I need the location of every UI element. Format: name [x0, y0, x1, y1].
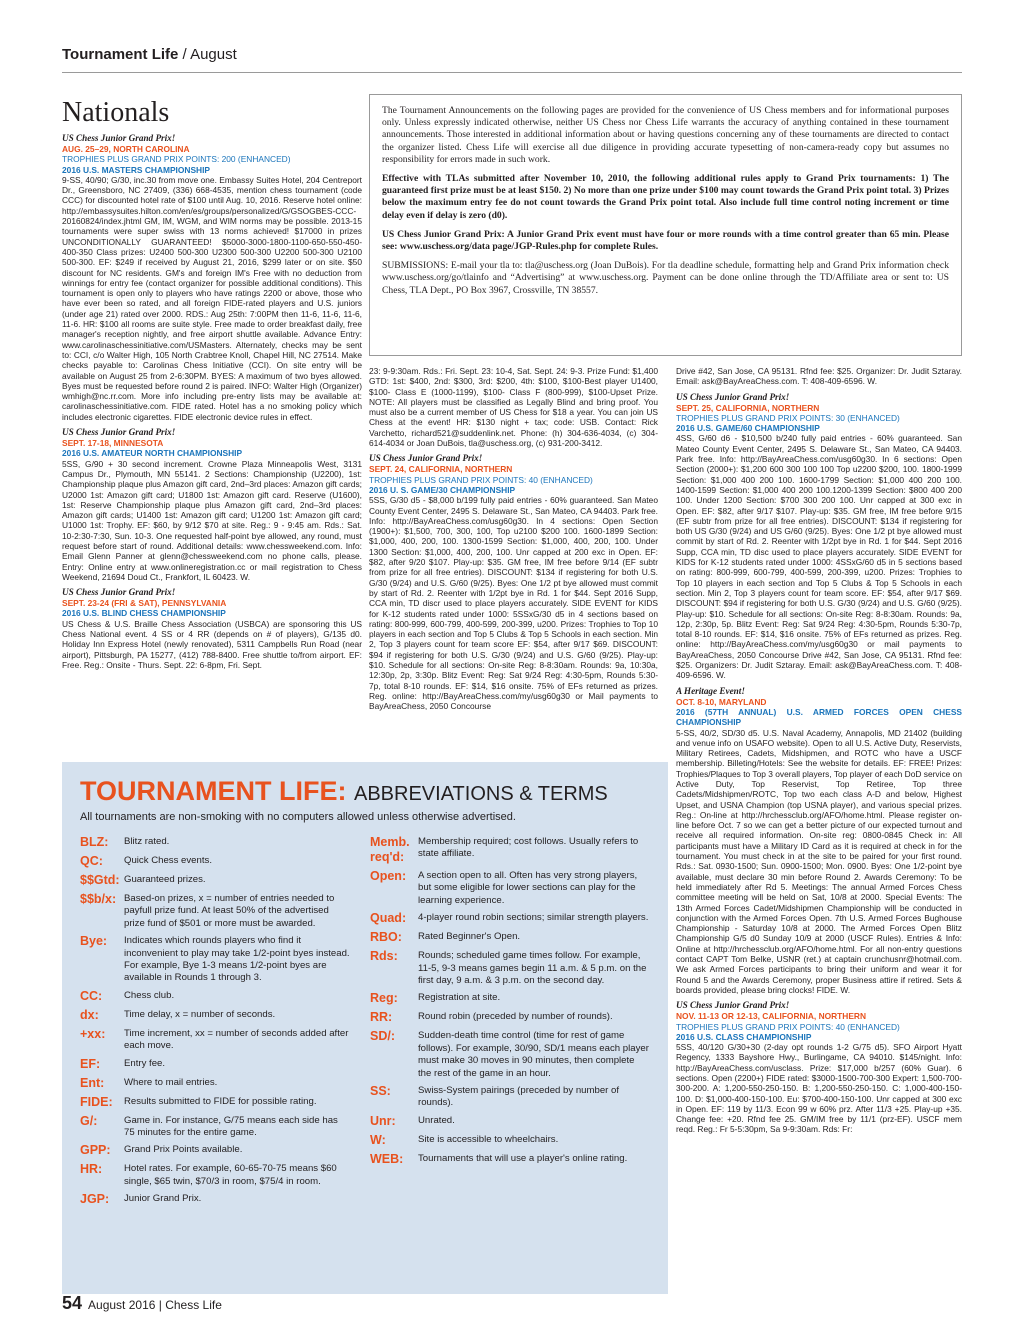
abbreviation-definition: Swiss-System pairings (preceded by number of rounds). — [418, 1085, 620, 1109]
abbreviations-title — [80, 776, 650, 809]
abbreviation-key: RR: — [370, 1010, 393, 1025]
footer-text: August 2016 | Chess Life — [88, 1298, 222, 1312]
abbreviation-term — [370, 1152, 650, 1167]
abbreviation-definition: Grand Prix Points available. — [124, 1144, 243, 1156]
abbreviations-box — [62, 762, 668, 1294]
event-details: 9-SS, 40/90; G/30, inc.30 from move one. Embassy Suites Hotel, 204 Centreport Dr., Greensboro, NC 27409, (336) 668-4535, mention chess tournament (code CCC) for discounted hotel rate of $100 until Aug. 10, 2016. Reserve hotel online: http://embassysuites.hilton.com/en/es/groups/personalized/G/GSOGBES-CCC-20160824/index.jhtml GM, IM, WGM, and WIM norms may be possible. 2013-15 tournaments were super swiss with 13 norms achieved! $17000 in prizes UNCONDITIONALLY GUARANTEED! $5000-3000-1800-1100-650-550-450-400-350 Class prizes: U2400 500-300 U2300 500-300 U2200 500-300 U2100 500-300. EF: $249 if received by August 21, 2016, $299 later or on site. $50 discount for NC residents. GM's and foreign IM's Free with no deduction from winnings for entry fee (contact organizer for possible additional conditions). This tournament is open only to players who have ratings 2200 or above, those who have ever been so rated, and all foreign FIDE-rated players and U.S. juniors (under age 21) rated over 2000. RDS.: Aug 25th: 7:00PM then 11-6, 11-6, 11-6, 11-6. HR: $100 all rooms are suite style. Free made to order breakfast daily, free manager's reception nightly, and free airport shuttle available. Advance Entry: www.carolinaschessinitiative.com/USMasters. Alternately, checks may be sent to: CCI, c/o Walter High, 105 North Crabtree Knoll, Chapel Hill, NC 27514. Make checks payable to: Carolinas Chess Initiative (CCI). On site entry will be available on August 25 from 2-6:30PM. BYES: A maximum of two byes allowed. Byes must be requested before round 2 is paired. INFO: Walter High (Organizer) wmhigh@nc.rr.com. More info including pre-entry lists may be available at: carolinaschessinitiative.com. FIDE rated. Hotel has a no smoking policy which includes electronic cigarettes. FIDE electronic device rules in effect. — [62, 174, 362, 422]
section-name: Tournament Life — [62, 46, 179, 63]
series-label: US Chess Junior Grand Prix! — [676, 391, 790, 402]
abbreviation-key: $$Gtd: — [80, 873, 120, 887]
left-column — [62, 98, 362, 748]
abbreviation-definition: A section open to all. Often has very strong players, but some eligible for lower sections can play for the learning experience. — [418, 870, 638, 906]
abbreviation-term — [370, 911, 650, 926]
abbreviation-term — [370, 991, 650, 1006]
listing — [676, 392, 962, 681]
abbreviation-key: FIDE: — [80, 1094, 113, 1109]
grand-prix-points: TROPHIES PLUS GRAND PRIX POINTS: 30 (ENHANCED) — [676, 412, 900, 423]
abbreviation-key: dx: — [80, 1007, 99, 1022]
abbreviation-definition: Chess club. — [124, 989, 175, 1001]
abbreviation-key: Reg: — [370, 991, 398, 1006]
continued-details: Drive #42, San Jose, CA 95131. Rfnd fee: $25. Organizer: Dr. Judit Sztaray. Email: ask@BayAreaChess.com. T: 408-409-6596. W. — [676, 366, 962, 387]
notice-submissions: SUBMISSIONS: E-mail your tla to: tla@uschess.org (Joan DuBois). For tla deadline schedule, formatting help and Grand Prix information check www.uschess.org/go/tlainfo and “Advertising” at www.uschess.org. Payment can be done online through the TD/Affiliate area or sent to: US Chess, TLA Dept., PO Box 3967, Crossville, TN 38557. — [382, 260, 949, 296]
abbreviation-definition: Rated Beginner's Open. — [418, 931, 521, 943]
event-name: 2016 U.S. AMATEUR NORTH CHAMPIONSHIP — [62, 448, 243, 459]
abbreviation-term — [80, 934, 350, 985]
event-details: US Chess & U.S. Braille Chess Association (USBCA) are sponsoring this US Chess National event. 4 SS or 4 RR (depends on # of players), G/135 d0. Holiday Inn Express Hotel (newly renovated), 5311 Campbells Run Road (near airport), Pittsburgh, PA 15277, (412) 788-8400. Free shuttle to/from airport. EF: Free. Reg.: Onsite - Thurs. Sept. 22: 6-8pm, Fri. Sept. — [62, 618, 362, 670]
abbreviation-key: Memb. req'd: — [370, 835, 410, 864]
abbreviation-key: EF: — [80, 1056, 101, 1071]
announcement-notice — [369, 94, 962, 356]
abbreviation-term — [80, 1008, 350, 1023]
abbreviation-key: +xx: — [80, 1026, 106, 1041]
abbreviation-term — [370, 1029, 650, 1080]
abbreviation-term — [370, 1084, 650, 1110]
abbreviation-key: $$b/x: — [80, 892, 117, 906]
abbreviation-key: Bye: — [80, 934, 108, 949]
notice-disclaimer: The Tournament Announcements on the following pages are provided for the convenience of US Chess members and for informational purposes only. Unless expressly indicated otherwise, neither US Chess nor Chess Life warrants the accuracy of anything contained in these tournament announcements. Those interested in additional information about or having questions concerning any of these tournaments are directed to contact the organizer listed. Chess Life will exercise all due diligence in providing accurate typesetting of non-camera-ready copy but assumes no responsibility for errors made in such work. — [382, 105, 949, 165]
section-title: Nationals — [62, 98, 170, 128]
grand-prix-points: TROPHIES PLUS GRAND PRIX POINTS: 200 (ENHANCED) — [62, 154, 291, 165]
event-details: 5SS, 40/120 G/30+30 (2-day opt rounds 1-2 G/75 d5). SFO Airport Hyatt Regency, 1333 Bayshore Hwy., Burlingame, CA 94010. $145/night. Info: http://BayAreaChess.com/usclass. Prize: $17,000 b/257 (60% Guar). 6 sections. Open (2200+) FIDE rated: $3000-1500-700-300 Expert: 1,500-700-300-200. A: 1,200-550-250-150. B: 1,200-550-250-150. C: 1,000-400-150-100. D: $1,000-400-150-100. Eu: $700-400-150-100. Unr capped at 300 exc in Open. EF: 119 by 11/3. Econ 99 w 60% prz. After 11/3 +25. Play-up +35. Change fee: +20. Rfnd fee 25. GM/IM free by 11/1 (prz-EF). USCF mem reqd. Reg.: Fr 5-5:30pm, Sa 9-9:30am. Rds: Fr: — [676, 1042, 962, 1135]
abbreviation-definition: Sudden-death time control (time for rest of game follows). For example, 30/90, SD/1 means each player must make 30 moves in 90 minutes, then complete the rest of the game in an hour. — [418, 1030, 649, 1079]
listing — [676, 686, 962, 996]
event-date: SEPT. 23-24 (FRI & SAT), PENNSYLVANIA — [62, 598, 227, 609]
series-label: US Chess Junior Grand Prix! — [62, 587, 176, 598]
event-details: 5-SS, 40/2, SD/30 d5. U.S. Naval Academy, Annapolis, MD 21402 (building and venue info on USAFO website). Open to all U.S. Active Duty, Reservists, Military Retirees, Cadets, Midshipmen, and ROTC who have a USCF membership. Billeting/Hotels: See the website for details. EF: FREE! Prizes: Trophies/Plaques to Top 3 overall players, Top player of each DoD service on Active Duty, Top Reservist, Top Retiree, Top three Cadets/Midshipmen/ROTC, Top two each class A-D and below, Highest Upset, and USNA Champion (top USNA player), and various special prizes. Reg.: On-line at http://hrchessclub.org/AFO/home.html. Please register on-line before Oct. 7 so we can get a better picture of our expected turnout and receive all required information. On-site reg: 0800-0845 Check in: All participants must have a Military ID Card as it is required at check in for the tournament. You must check in at the site to be paired for your first round. Rds.: Sat. 0930-1500; Sun. 0900-1500; Mon. 0900. Byes: One 1/2-point bye available, must declare 30 min before Round 2. Awards Ceremony: To be held immediately after Rd 5. Meetings: The annual Armed Forces Chess committee meeting will be held on Sat, 10/8 at 2000. Special Events: The 13th Armed Forces Cadet/Midshipmen Championship will be conducted in conjunction with the Armed Forces Open. 7th U.S. Armed Forces Bughouse Championship - Saturday 10/8 at 2000. The Armed Forces Open Blitz Championship G/5 d0 Sunday 10/9 at 2000 (USCF Rules). Entries & Info: Online at http://hrchessclub.org/AFO/home.html. For all non-entry questions contact CAPT Tom Belke, USNR (ret.) at captain crunchusnr@hotmail.com. We ask Armed Forces participants to bring their uniform and wear it for Round 5 and the Awards Ceremony, proper Business attire if retired. Sets & boards provided, please bring clocks! FIDE. W. — [676, 727, 962, 995]
abbreviation-definition: Registration at site. — [418, 992, 501, 1004]
abbreviation-definition: Blitz rated. — [124, 836, 170, 847]
event-date: SEPT. 17-18, MINNESOTA — [62, 438, 164, 449]
listing — [676, 1000, 962, 1135]
abbreviation-term — [80, 892, 350, 930]
abbreviation-term — [370, 1133, 650, 1148]
abbreviations-title-main: TOURNAMENT LIFE: — [80, 776, 347, 806]
event-name: 2016 U.S. MASTERS CHAMPIONSHIP — [62, 164, 210, 175]
listing — [62, 427, 362, 582]
abbreviation-key: W: — [370, 1132, 386, 1147]
page-number: 54 — [62, 1293, 83, 1313]
abbreviation-term — [370, 1114, 650, 1129]
notice-junior-grand-prix: US Chess Junior Grand Prix: A Junior Grand Prix event must have four or more rounds with a time control greater than 65 min. Please see: www.uschess.org/data page/JGP-Rules.php for complete Rules. — [382, 228, 949, 253]
event-date: NOV. 11-13 OR 12-13, CALIFORNIA, NORTHERN — [676, 1011, 867, 1022]
series-label: US Chess Junior Grand Prix! — [676, 1000, 790, 1011]
abbreviation-term — [370, 949, 650, 987]
abbreviations-note: All tournaments are non-smoking with no computers allowed unless otherwise advertised. — [80, 811, 516, 823]
notice-grand-prix-rules: Effective with TLAs submitted after November 10, 2010, the following additional rules apply to Grand Prix tournaments: 1) The guaranteed first prize must be at least $150. 2) No more than one prize under $100 may count towards the Grand Prix point total. 3) Prizes below the maximum entry fee do not count towards the Grand Prix point total. Also include full time control noting increment or time delay even if delay is zero (d0). — [382, 173, 949, 221]
series-label: US Chess Junior Grand Prix! — [62, 427, 176, 438]
abbreviation-key: WEB: — [370, 1151, 404, 1166]
abbreviation-key: SD/: — [370, 1029, 395, 1044]
event-details: 5SS, G/90 + 30 second increment. Crowne Plaza Minneapolis West, 3131 Campus Dr., Plymouth, MN 55141. 2 Sections: Championship (U2200), 1st: Championship plaque plus Amazon gift card, 2nd–3rd places: Amazon gift cards; U2000 1st: Amazon gift card; U1800 1st: Amazon gift card. Reserve (U1600), 1st: Reserve Championship plaque plus Amazon gift card, 2nd–3rd places: Amazon gift cards; U1400 1st: Amazon gift card; U1200 1st: Amazon gift card; U1000 1st: Trophy. EF: $60, by 9/12 $70 at site. Reg.: 9 - 9:45 am. Rds.: Sat. 10-2:30-7:30, Sun. 10-3. One requested half-point bye allowed, any round, must request before start of round. Additional details: www.chessweekend.com. Info: Email Glenn Panner at glenn@chessweekend.com no phone calls, please. Entry: Online entry at www.onlineregistration.cc or mail registration to Chess Weekend, 21694 Doud Ct., Frankfort, IL 60423. W. — [62, 458, 362, 582]
middle-column — [369, 366, 658, 750]
abbreviation-key: CC: — [80, 988, 103, 1003]
abbreviation-term — [80, 989, 350, 1004]
abbreviation-term — [80, 854, 350, 869]
abbreviation-definition: Where to mail entries. — [124, 1076, 218, 1088]
abbreviation-key: Open: — [370, 869, 407, 883]
abbreviation-term — [80, 1095, 350, 1110]
abbreviation-key: Quad: — [370, 911, 407, 926]
continued-details: 23: 9-9:30am. Rds.: Fri. Sept. 23: 10-4, Sat. Sept. 24: 9-3. Prize Fund: $1,400 GTD: 1st: $400, 2nd: $300, 3rd: $200, 4th: $100, $100-Best player U1400, $100- Class E (1000-1199), $100- Class F (800-999), $100-Upset Prize. NOTE: All players must be classified as Legally Blind and bring proof. You must also be a current member of US Chess for $18 a year. You can join US Chess at the event! HR: $130 night + tax; code: USB. Contact: Rick Varchetto, richard521@suddenlink.net. Phone: (h) 304-636-4034, (c) 304-614-4034 or Joan DuBois, tla@uschess.org, (c) 931-200-3412. — [369, 366, 658, 449]
abbreviation-definition: Site is accessible to wheelchairs. — [418, 1133, 559, 1145]
abbreviations-column-1 — [80, 835, 350, 1211]
abbreviation-definition: Indicates which rounds players who find it inconvenient to play may take 1/2-point byes instead. For example, Bye 1-3 means 1/2-point byes are available in Rounds 1 through 3. — [124, 935, 350, 984]
event-name: 2016 U. S. GAME/30 CHAMPIONSHIP — [369, 484, 516, 495]
abbreviation-key: Unr: — [370, 1113, 396, 1128]
abbreviation-term — [370, 1010, 650, 1025]
abbreviation-term — [80, 1076, 350, 1091]
abbreviation-key: QC: — [80, 854, 103, 868]
event-name: 2016 U.S. BLIND CHESS CHAMPIONSHIP — [62, 608, 226, 619]
page-footer — [62, 1293, 222, 1314]
listing — [62, 587, 362, 670]
abbreviations-column-2 — [370, 835, 650, 1171]
abbreviation-definition: Game in. For instance, G/75 means each side has 75 minutes for the entire game. — [124, 1114, 338, 1139]
abbreviation-term — [80, 1027, 350, 1053]
abbreviation-term — [80, 873, 350, 888]
abbreviation-term — [80, 1143, 350, 1158]
abbreviation-term — [370, 835, 650, 865]
abbreviation-definition: Based-on prizes, x = number of entries needed to payfull prize fund. At least 50% of the advertised prize fund of $501 or more must be awarded. — [124, 893, 335, 929]
grand-prix-points: TROPHIES PLUS GRAND PRIX POINTS: 40 (ENHANCED) — [676, 1021, 900, 1032]
abbreviation-key: RBO: — [370, 930, 402, 945]
abbreviation-key: JGP: — [80, 1192, 110, 1207]
abbreviation-key: G/: — [80, 1113, 98, 1128]
series-label: US Chess Junior Grand Prix! — [62, 133, 176, 143]
event-details: 5SS, G/30 d5 - $8,000 b/199 fully paid entries - 60% guaranteed. San Mateo County Event Center, 2495 S. Delaware St., San Mateo, CA 94403. Park free. Info: http://BayAreaChess.com/usg60g30. In 4 sections: Open Section (1900+): $1,500, 700, 300, 100, Top u2100 $200 100. 1600-1899 Section: $1,000, 400, 200, 100. 1300-1599 Section: $1,000, 400, 200, 100. Under 1300 Section: $1,000, 400, 200, 100. Unr capped at 200 exc in Open. EF: $82, after 9/20 $107. Play-up: $35. GM free, IM free before 9/14 (EF subtr from prize for all free entries). DISCOUNT: $134 if registering for both U.S. G/30 (9/24) and U.S. G/60 (9/25). Byes: One 1/2 pt bye allowed must commit by start of Rd. 2. Reenter with 1/2pt bye in Rd. 1 for $44. Sept 2016 Supp, CCA min, TD discr used to place players accurately. SIDE EVENT for KIDS for K-12 students rated under 1000: 5SSxG/30 d5 in 4 sections based on rating: 800-999, 600-799, 400-599, 200-399, u200. Prizes: Trophies to Top 10 players in each section and Top 5 Clubs & Top 5 Schools in each section. Min 2, Top 3 players count for team score EF: $54, after 9/17 $69. DISCOUNT: $94 if registering for both U.S. G/30 (9/24) and U.S. G/60 (9/25). Play-up: $10. Schedule for all sections: On-site Reg: 8-8:30am. Rounds: 9a, 10:30a, 12:30p, 2p, 3:30p. Blitz Event: Reg: Sat 9/24 Reg: 4:30-5pm, Rounds 5:30-7p, total 8-10 rounds. EF: $14, $16 onsite. 75% of EFs returned as prizes. Reg. online: http://BayAreaChess.com/my/usg60g30 or Mail payments to BayAreaChess, 2050 Concourse — [369, 495, 658, 712]
abbreviation-definition: Guaranteed prizes. — [124, 874, 206, 885]
abbreviation-term — [370, 930, 650, 945]
abbreviation-definition: Membership required; cost follows. Usually refers to state affiliate. — [418, 836, 639, 860]
abbreviation-definition: Time increment, xx = number of seconds added after each move. — [124, 1027, 349, 1052]
abbreviation-definition: Unrated. — [418, 1114, 455, 1126]
event-name: 2016 U.S. CLASS CHAMPIONSHIP — [676, 1031, 812, 1042]
running-header — [62, 46, 237, 63]
abbreviation-key: SS: — [370, 1084, 391, 1099]
abbreviation-key: BLZ: — [80, 835, 109, 849]
abbreviation-definition: Results submitted to FIDE for possible rating. — [124, 1095, 317, 1107]
abbreviation-key: HR: — [80, 1162, 103, 1177]
abbreviation-definition: Junior Grand Prix. — [124, 1193, 202, 1205]
abbreviation-definition: Round robin (preceded by number of rounds). — [418, 1011, 613, 1023]
abbreviation-definition: Entry fee. — [124, 1057, 166, 1069]
series-label: A Heritage Event! — [676, 685, 745, 696]
event-date: OCT. 8-10, MARYLAND — [676, 696, 767, 707]
header-separator: / — [178, 46, 191, 63]
grand-prix-points: TROPHIES PLUS GRAND PRIX POINTS: 40 (ENHANCED) — [369, 474, 593, 485]
header-month: August — [190, 46, 237, 63]
abbreviation-term — [370, 869, 650, 907]
abbreviation-definition: Tournaments that will use a player's online rating. — [418, 1152, 628, 1164]
abbreviation-key: GPP: — [80, 1143, 111, 1158]
event-date: AUG. 25–29, NORTH CAROLINA — [62, 144, 190, 154]
abbreviations-title-sub: ABBREVIATIONS & TERMS — [354, 783, 608, 805]
header-rule — [62, 72, 962, 73]
event-date: SEPT. 24, CALIFORNIA, NORTHERN — [369, 464, 513, 475]
abbreviation-term — [80, 1162, 350, 1188]
event-name: 2016 (57TH ANNUAL) U.S. ARMED FORCES OPEN CHESS CHAMPIONSHIP — [676, 706, 962, 728]
right-column — [676, 366, 962, 1300]
abbreviation-definition: Hotel rates. For example, 60-65-70-75 means $60 single, $65 twin, $70/3 in room, $75/4 in room. — [124, 1163, 337, 1187]
series-label: US Chess Junior Grand Prix! — [369, 453, 483, 464]
event-date: SEPT. 25, CALIFORNIA, NORTHERN — [676, 402, 820, 413]
abbreviation-term — [80, 1114, 350, 1140]
abbreviation-definition: 4-player round robin sections; similar strength players. — [418, 912, 649, 924]
event-details: 4SS, G/60 d6 - $10,500 b/240 fully paid entries - 60% guaranteed. San Mateo County Event Center, 2495 S. Delaware St., San Mateo, CA 94403. Park free. Info: http://BayAreaChess.com/usg60g30. In 6 sections: Open Section (2000+): $1,200 600 300 100 100 Top u2200 $200, 100. 1800-1999 Section: $1,000 400 200 100. 1600-1799 Section: $1,000 400 200 100. 1400-1599 Section: $1,000 400 200 100.1200-1399 Section: $800 400 200 100. Under 1200 Section: $700 300 200 100. Unr capped at 300 exc in Open. EF: $82, after 9/17 $107. Play-up: $35. GM free, IM free before 9/15 (EF subtr from prize for all free entries). DISCOUNT: $134 if registering for both US G/30 (9/24) and US G/60 (9/25). Byes: One 1/2 pt bye allowed must commit by start of Rd. 2. Reenter with 1/2pt bye in Rd. 1 for $44. Sept 2016 Supp, CCA min, TD disc used to place players accurately. SIDE EVENT for KIDS for K-12 students rated under 1000: 4SSxG/60 d5 in 5 sections based on rating: 800-999, 600-799, 400-599, 200-399, u200. Prizes: Trophies to Top 10 players in each section and Top 5 Clubs & Top 5 Schools in each section. Min 2, Top 3 players count for team score. EF: $54, after 9/17 $69. DISCOUNT: $94 if registering for both U.S. G/30 (9/24) and U.S. G/60 (9/25). Play-up: $10. Schedule for all sections: On-site Reg: 8-8:30am. Rounds: 9a, 12p, 2:30p, 5p. Blitz Event: Reg: Sat 9/24 Reg: 4:30-5pm, Rounds 5:30-7p, total 8-10 rounds. EF: $14, $16 onsite. 75% of EFs returned as prizes. Reg. online: http://BayAreaChess.com/my/usg60g30 or mail payments to BayAreaChess, 2050 Concourse Drive #42, San Jose, CA 95131. Rfnd fee: $25. Organizers: Dr. Judit Sztaray. Email: ask@BayAreaChess.com. T: 408-409-6596. W. — [676, 433, 962, 681]
abbreviation-term — [80, 1057, 350, 1072]
abbreviation-definition: Quick Chess events. — [124, 855, 212, 866]
abbreviation-definition: Rounds; scheduled game times follow. For example, 11-5, 9-3 means games begin 11 a.m. & 5 p.m. on the first day, 9 a.m. & 3 p.m. on the second day. — [418, 950, 647, 987]
abbreviation-key: Ent: — [80, 1075, 105, 1090]
listing — [62, 133, 362, 422]
abbreviation-term — [80, 835, 350, 850]
abbreviation-definition: Time delay, x = number of seconds. — [124, 1008, 276, 1020]
abbreviation-key: Rds: — [370, 949, 398, 964]
abbreviation-term — [80, 1192, 350, 1207]
event-name: 2016 U.S. GAME/60 CHAMPIONSHIP — [676, 423, 820, 434]
